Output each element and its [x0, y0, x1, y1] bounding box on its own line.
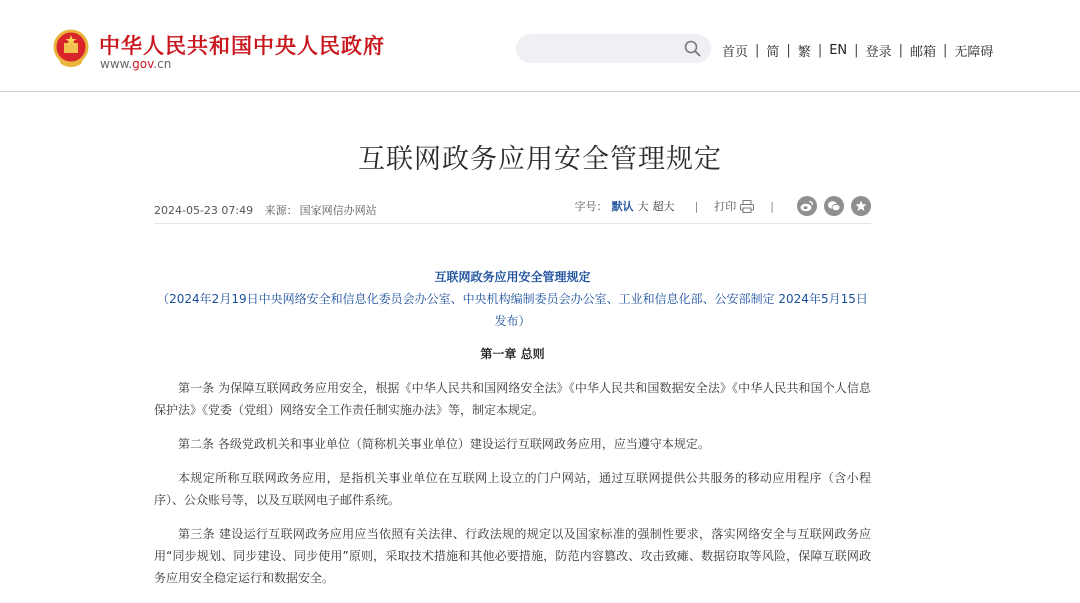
site-header [0, 0, 1080, 92]
nav-separator: | [854, 43, 859, 58]
nav-mail[interactable]: 邮箱 [909, 45, 936, 60]
chapter-heading: 第一章 总则 [480, 347, 545, 361]
weibo-glyph [800, 200, 814, 212]
nav-accessibility[interactable]: 无障碍 [954, 45, 994, 60]
printer-icon [740, 200, 754, 213]
paragraph-article-1: 第一条 为保障互联网政务应用安全，根据《中华人民共和国网络安全法》《中华人民共和国数据安全法》《中华人民共和国个人信息保护法》《党委（党组）网络安全工作责任制实施办法》等，制定本规定。 [154, 381, 871, 417]
site-url-prefix: www. [100, 57, 133, 71]
nav-separator: | [898, 43, 903, 58]
paragraph-article-2: 第二条 各级党政机关和事业单位（简称机关事业单位）建设运行互联网政务应用，应当遵守本规定。 [178, 437, 710, 451]
fontsize-label: 字号： [574, 200, 608, 213]
article-meta [154, 196, 871, 224]
fontsize-xlarge[interactable]: 超大 [652, 200, 675, 213]
nav-english[interactable]: EN [829, 43, 848, 58]
nav-separator: | [755, 43, 760, 58]
document-subtitle-line2: 发布） [494, 314, 531, 328]
nav-separator: | [817, 43, 823, 58]
publish-date: 2024-05-23 07:49 [154, 204, 254, 217]
star-glyph [855, 200, 867, 212]
site-url-suffix: .cn [153, 57, 172, 71]
site-name[interactable]: 中华人民共和国中央人民政府 [99, 34, 385, 58]
document-title: 互联网政务应用安全管理规定 [434, 270, 591, 284]
source-label: 来源： [264, 204, 298, 217]
nav-separator: | [942, 43, 948, 58]
nav-login[interactable]: 登录 [865, 45, 892, 60]
fontsize-default[interactable]: 默认 [611, 200, 634, 213]
site-url [100, 57, 171, 71]
top-nav [722, 41, 993, 60]
meta-divider: | [770, 199, 774, 213]
nav-separator: | [786, 43, 791, 58]
nav-traditional[interactable]: 繁 [797, 45, 811, 60]
weibo-share-icon[interactable] [797, 196, 817, 216]
meta-divider: | [694, 199, 699, 213]
site-url-mid: gov [132, 57, 154, 71]
print-button[interactable] [714, 198, 754, 214]
nav-home[interactable]: 首页 [722, 45, 749, 60]
national-emblem-logo[interactable] [53, 29, 89, 69]
document-subtitle-line1: （2024年2月19日中央网络安全和信息化委员会办公室、中央机构编制委员会办公室、工业和信息化部、公安部制定 2024年5月15日 [157, 292, 868, 306]
wechat-glyph [827, 200, 841, 212]
search-icon[interactable] [684, 40, 701, 57]
nav-simplified[interactable]: 简 [766, 45, 780, 60]
fontsize-large[interactable]: 大 [637, 200, 649, 213]
article-title: 互联网政务应用安全管理规定 [358, 144, 722, 175]
article-body [154, 266, 871, 589]
print-label: 打印 [714, 200, 737, 213]
search-input[interactable] [516, 34, 711, 63]
paragraph-definition: 本规定所称互联网政务应用，是指机关事业单位在互联网上设立的门户网站，通过互联网提供公共服务的移动应用程序（含小程序）、公众账号等，以及互联网电子邮件系统。 [154, 471, 871, 507]
source-name: 国家网信办网站 [299, 204, 377, 217]
wechat-share-icon[interactable] [824, 196, 844, 216]
article-info [154, 202, 385, 218]
paragraph-article-3: 第三条 建设运行互联网政务应用应当依照有关法律、行政法规的规定以及国家标准的强制性要求，落实网络安全与互联网政务应用“同步规划、同步建设、同步使用”原则，采取技术措施和其他必要措施，防范内容篡改、攻击致瘫、数据窃取等风险，保障互联网政务应用安全稳定运行和数据安全。 [154, 527, 871, 585]
article-tools [575, 196, 871, 216]
favorite-star-icon[interactable] [851, 196, 871, 216]
